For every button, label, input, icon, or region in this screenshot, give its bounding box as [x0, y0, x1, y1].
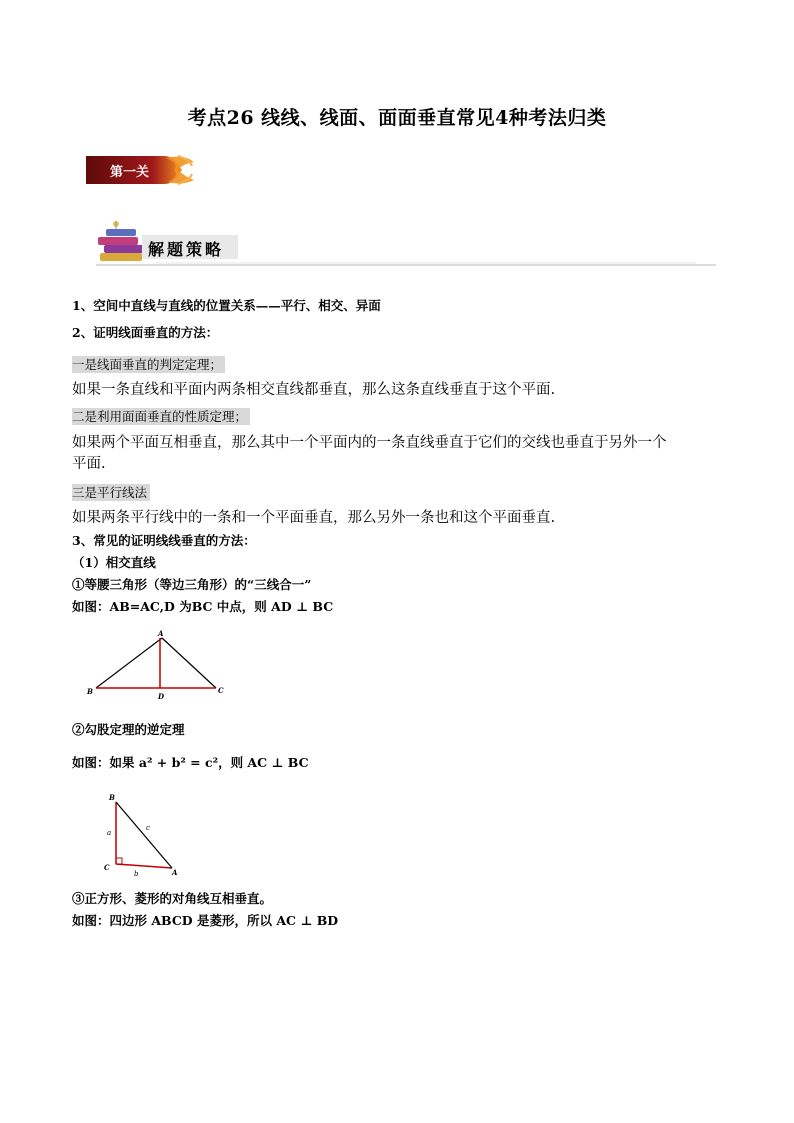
case-2-title: ②勾股定理的逆定理 [72, 722, 185, 737]
method-1-text: 如果一条直线和平面内两条相交直线都垂直，那么这条直线垂直于这个平面. [72, 382, 556, 398]
case-3-text: 如图：四边形 ABCD 是菱形，所以 AC ⊥ BD [72, 913, 339, 928]
banner-label: 第一关 [110, 165, 150, 180]
method-2-heading [72, 406, 250, 425]
label-A2: A [172, 868, 178, 877]
level-banner [86, 152, 198, 188]
method-2-heading-text: 二是利用面面垂直的性质定理； [72, 408, 250, 425]
label-C2: C [104, 863, 110, 872]
label-C: C [218, 686, 224, 695]
method-3-heading-text: 三是平行线法 [72, 484, 150, 501]
strategy-label: 解题策略 [148, 240, 225, 259]
label-A: A [158, 629, 164, 638]
point-3: 3、常见的证明线线垂直的方法： [72, 533, 256, 548]
case-3-title: ③正方形、菱形的对角线互相垂直。 [72, 891, 273, 906]
point-2: 2、证明线面垂直的方法： [72, 325, 219, 340]
strategy-header [96, 217, 716, 269]
case-1-text: 如图：AB=AC,D 为BC 中点，则 AD ⊥ BC [72, 599, 334, 614]
case-2-text: 如图：如果 a² + b² = c²，则 AC ⊥ BC [72, 755, 309, 770]
figure-isosceles-triangle [84, 626, 234, 702]
method-1-heading-text: 一是线面垂直的判定定理； [72, 356, 225, 373]
figure-right-triangle [100, 790, 190, 880]
right-triangle-svg [100, 790, 190, 880]
label-a: a [107, 829, 112, 837]
label-B2: B [109, 793, 115, 802]
method-3-text: 如果两条平行线中的一条和一个平面垂直，那么另外一条也和这个平面垂直. [72, 510, 556, 526]
point-1: 1、空间中直线与直线的位置关系——平行、相交、异面 [72, 298, 381, 313]
triangle-svg [84, 626, 234, 702]
label-B: B [87, 687, 93, 696]
label-b: b [134, 870, 139, 878]
case-1-title: ①等腰三角形（等边三角形）的“三线合一” [72, 577, 312, 592]
method-3-heading [72, 482, 150, 501]
page-title: 考点26 线线、线面、面面垂直常见4种考法归类 [187, 107, 607, 129]
label-c: c [146, 824, 150, 832]
method-2-text-2: 平面. [72, 456, 106, 472]
method-1-heading [72, 354, 225, 373]
subheading-1: （1）相交直线 [72, 555, 156, 570]
label-D: D [158, 692, 165, 701]
method-2-text-1: 如果两个平面互相垂直，那么其中一个平面内的一条直线垂直于它们的交线也垂直于另外一个 [72, 435, 667, 451]
